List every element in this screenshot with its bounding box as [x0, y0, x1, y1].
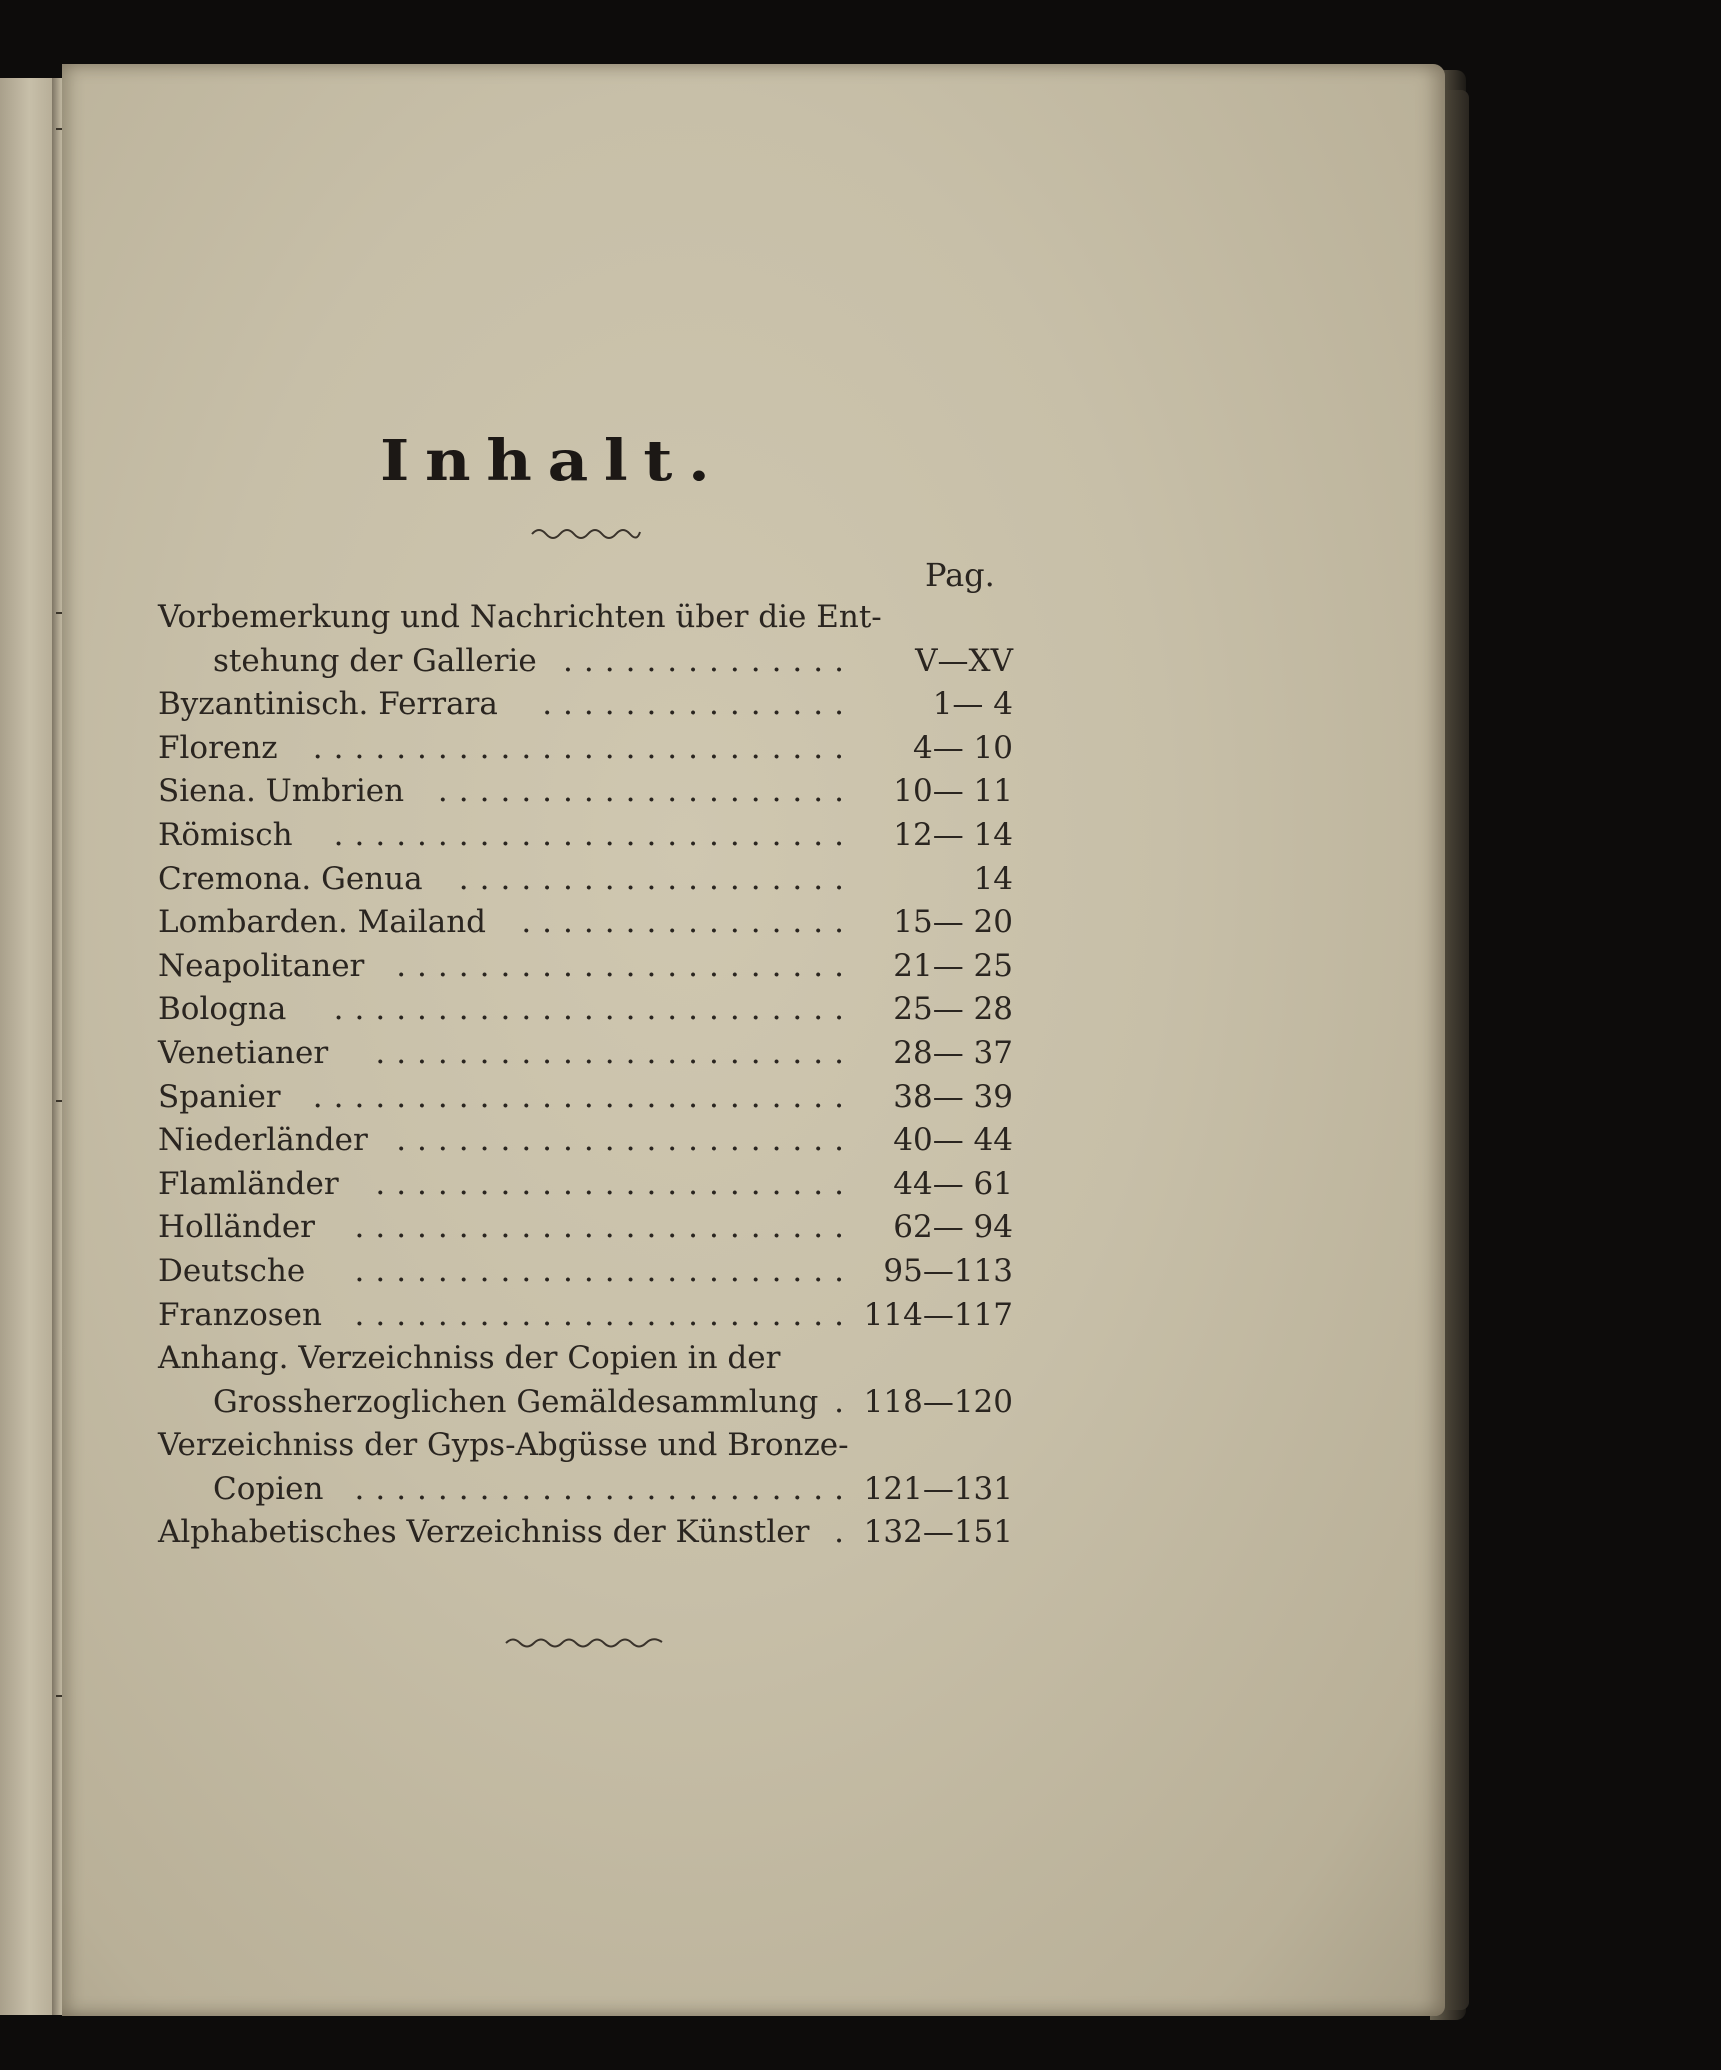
toc-entry-label: Copien	[213, 1470, 324, 1507]
toc-entry	[158, 596, 1013, 640]
leader-dots: ..........................	[312, 729, 855, 766]
toc-entry-label: Deutsche	[158, 1252, 306, 1289]
toc-entry-label: Niederländer	[158, 1122, 368, 1159]
toc-entry-pages: 21— 25	[893, 947, 1013, 984]
toc-entry-label: Siena. Umbrien	[158, 773, 405, 810]
leader-dots: .	[834, 1514, 855, 1551]
toc-entry-pages: 25— 28	[893, 991, 1013, 1028]
leader-dots: .	[834, 1383, 855, 1420]
toc-entry	[158, 988, 1013, 1032]
toc-entry-label: Bologna	[158, 991, 287, 1028]
toc-entry-label: Verzeichniss der Gyps-Abgüsse und Bronze-	[158, 1427, 849, 1464]
leader-dots: ....................	[437, 773, 855, 810]
leader-dots: ........................	[354, 1209, 855, 1246]
toc-entry-label: Franzosen	[158, 1296, 322, 1333]
leader-dots: ................	[521, 904, 855, 941]
toc-entry	[158, 858, 1013, 902]
book-edge	[1445, 90, 1469, 2010]
toc-entry-label: Flamländer	[158, 1165, 339, 1202]
toc-entry	[158, 814, 1013, 858]
toc-entry	[158, 945, 1013, 989]
leader-dots: .......................	[375, 1165, 855, 1202]
toc-entry-label: Grossherzoglichen Gemäldesammlung	[213, 1383, 819, 1420]
wavy-rule-ornament	[530, 524, 642, 542]
leader-dots: ...................	[458, 860, 855, 897]
toc-entry	[158, 1032, 1013, 1076]
toc-entry	[158, 1206, 1013, 1250]
leader-dots: .........................	[333, 991, 855, 1028]
toc-entry-pages: 12— 14	[893, 816, 1013, 853]
toc-entry	[158, 683, 1013, 727]
toc-entry	[158, 1511, 1013, 1555]
page-title: Inhalt.	[380, 428, 726, 494]
toc-entry-pages: 121—131	[863, 1470, 1013, 1507]
toc-entry	[158, 1076, 1013, 1120]
toc-entry-pages: V—XV	[915, 642, 1013, 679]
toc-entry	[158, 1468, 1013, 1512]
toc-entry	[158, 1250, 1013, 1294]
leader-dots: ..........................	[312, 1078, 855, 1115]
toc-entry-pages: 28— 37	[893, 1034, 1013, 1071]
toc-entry-label: Neapolitaner	[158, 947, 365, 984]
leader-dots: ...............	[542, 686, 855, 723]
toc-entry-label: Spanier	[158, 1078, 281, 1115]
toc-entry	[158, 1337, 1013, 1381]
toc-entry-pages: 95—113	[883, 1252, 1013, 1289]
toc-entry-label: Anhang. Verzeichniss der Copien in der	[158, 1340, 781, 1377]
toc-entry	[158, 1381, 1013, 1425]
leader-dots: ........................	[354, 1252, 855, 1289]
toc-entry	[158, 727, 1013, 771]
leader-dots: ......................	[396, 947, 855, 984]
toc-entry	[158, 770, 1013, 814]
toc-entry-pages: 14	[973, 860, 1013, 897]
toc-entry-label: Alphabetisches Verzeichniss der Künstler	[158, 1514, 810, 1551]
toc-entry-label: Römisch	[158, 816, 293, 853]
leader-dots: .......................	[375, 1034, 855, 1071]
toc-entry	[158, 640, 1013, 684]
page-column-label: Pag.	[925, 556, 995, 594]
toc-entry-label: Vorbemerkung und Nachrichten über die Ent-	[158, 599, 882, 635]
wavy-rule-ornament	[504, 1634, 666, 1652]
toc-entry	[158, 1294, 1013, 1338]
toc-entry	[158, 1119, 1013, 1163]
toc-entry-pages: 38— 39	[893, 1078, 1013, 1115]
toc-entry-pages: 114—117	[863, 1296, 1013, 1333]
toc-entry-label: stehung der Gallerie	[213, 642, 537, 679]
leader-dots: ..............	[563, 642, 855, 679]
leader-dots: ......................	[396, 1122, 855, 1159]
toc-entry-label: Florenz	[158, 729, 278, 766]
toc-entry	[158, 1163, 1013, 1207]
toc-entry-pages: 118—120	[863, 1383, 1013, 1420]
toc-entry-pages: 44— 61	[893, 1165, 1013, 1202]
toc-entry-pages: 132—151	[863, 1514, 1013, 1551]
toc-entry-pages: 4— 10	[912, 729, 1013, 766]
toc-entry-label: Byzantinisch. Ferrara	[158, 686, 498, 723]
toc-entry-pages: 40— 44	[893, 1122, 1013, 1159]
table-of-contents	[158, 596, 1013, 1555]
leader-dots: ........................	[354, 1470, 855, 1507]
toc-entry-pages: 15— 20	[893, 904, 1013, 941]
toc-entry-label: Holländer	[158, 1209, 315, 1246]
leader-dots: .........................	[333, 816, 855, 853]
toc-entry-pages: 10— 11	[893, 773, 1013, 810]
toc-entry-pages: 1— 4	[932, 686, 1013, 723]
toc-entry-label: Cremona. Genua	[158, 860, 423, 897]
toc-entry-pages: 62— 94	[893, 1209, 1013, 1246]
toc-entry	[158, 1424, 1013, 1468]
toc-entry-label: Venetianer	[158, 1034, 329, 1071]
leader-dots: ........................	[354, 1296, 855, 1333]
toc-entry	[158, 901, 1013, 945]
toc-entry-label: Lombarden. Mailand	[158, 904, 486, 941]
